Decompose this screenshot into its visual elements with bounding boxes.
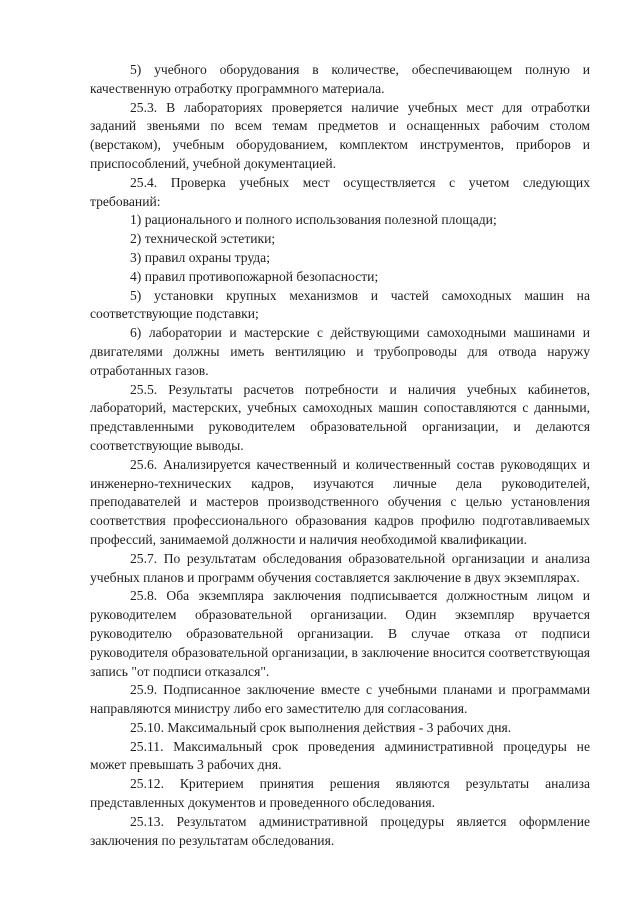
- list-item-4: 4) правил противопожарной безопасности;: [130, 268, 379, 284]
- paragraph-25-7: 25.7. По результатам обследования образовательной организации и анализа учебных планов и программ обучения составляется заключение в двух экземплярах.: [90, 550, 590, 585]
- paragraph-25-10: 25.10. Максимальный срок выполнения действия - 3 рабочих дня.: [130, 719, 512, 735]
- paragraph-25-4: 25.4. Проверка учебных мест осуществляется с учетом следующих требований:: [90, 174, 590, 209]
- paragraph-25-11: 25.11. Максимальный срок проведения административной процедуры не может превышать 3 рабочих дня.: [90, 738, 590, 773]
- paragraph-25-3: 25.3. В лабораториях проверяется наличие учебных мест для отработки заданий звеньями по всем темам предметов и оснащенных рабочим столом (верстаком), учебным оборудованием, комплектом инструментов, приборов и приспособлений, учебной документацией.: [90, 99, 590, 171]
- paragraph-25-8: 25.8. Оба экземпляра заключения подписывается должностным лицом и руководителем образовательной организации. Один экземпляр вручается руководителю образовательной организации. В случае отказа от подписи руководителя образовательной организации, в заключение вносится соответствующая запись "от подписи отказался".: [90, 588, 591, 679]
- document-body: [90, 61, 590, 850]
- paragraph-25-6: 25.6. Анализируется качественный и количественный состав руководящих и инженерно-технических кадров, изучаются личные дела руководителей, преподавателей и мастеров производственного обучения с целью установления соответствия профессионального образования кадров профилю подготавливаемых профессий, занимаемой должности и наличия необходимой квалификации.: [90, 456, 590, 547]
- paragraph-25-12: 25.12. Критерием принятия решения являются результаты анализа представленных документов и проведенного обследования.: [90, 776, 590, 811]
- list-item-6: 6) лаборатории и мастерские с действующими самоходными машинами и двигателями должны иметь вентиляцию и трубопроводы для отвода наружу отработанных газов.: [90, 325, 590, 378]
- paragraph-25-5: 25.5. Результаты расчетов потребности и наличия учебных кабинетов, лабораторий, мастерских, учебных самоходных машин сопоставляются с данными, представленными руководителем образовательной организации, и делаются соответствующие выводы.: [90, 381, 590, 453]
- paragraph-25-13: 25.13. Результатом административной процедуры является оформление заключения по результатам обследования.: [90, 813, 590, 848]
- list-item-2: 2) технической эстетики;: [130, 231, 276, 247]
- list-item-5: 5) установки крупных механизмов и частей самоходных машин на соответствующие подставки;: [90, 287, 590, 322]
- paragraph-25-9: 25.9. Подписанное заключение вместе с учебными планами и программами направляются министру либо его заместителю для согласования.: [90, 682, 590, 717]
- paragraph-item-5-equipment: 5) учебного оборудования в количестве, обеспечивающем полную и качественную отработку программного материала.: [90, 62, 590, 96]
- list-item-3: 3) правил охраны труда;: [130, 249, 270, 265]
- list-item-1: 1) рационального и полного использования полезной площади;: [130, 212, 497, 228]
